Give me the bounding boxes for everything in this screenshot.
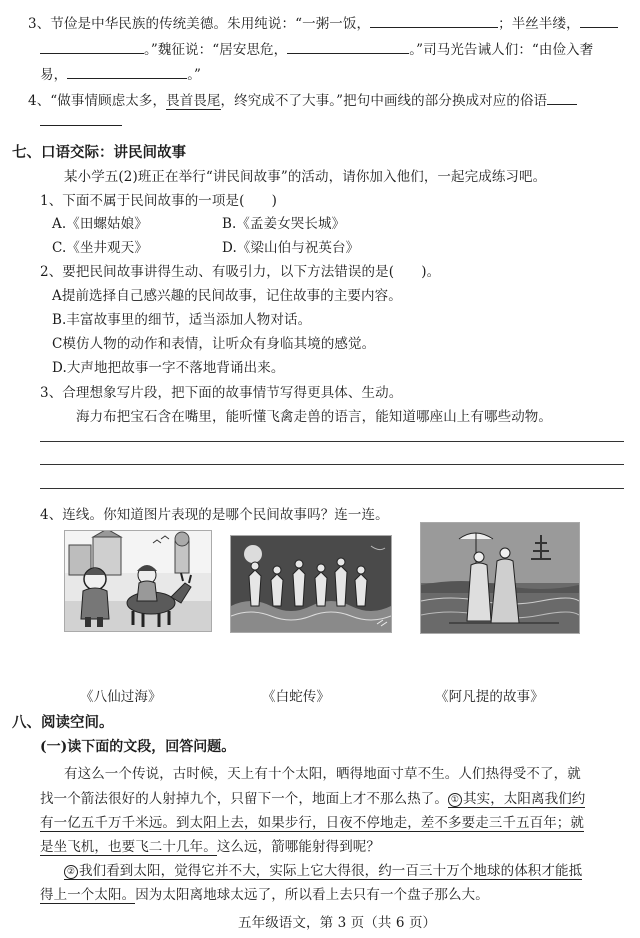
story-label-afanti[interactable]: 《阿凡提的故事》 (435, 689, 544, 705)
answer-blank[interactable] (370, 14, 498, 28)
eight-immortals-drawing (231, 536, 391, 632)
q6-item3-text4: 。”司马光告诫人们：“由俭入奢 (409, 42, 594, 58)
marker-1: ① (448, 793, 462, 807)
passage-text: 我们看到太阳，觉得它并不大，实际上它大得很，约一百三十万个地球的体积才能抵 (79, 863, 583, 879)
q7-1-option-a[interactable]: A.《田螺姑娘》 (52, 216, 148, 232)
answer-blank[interactable] (40, 40, 144, 54)
q7-2-option-a[interactable]: A提前选择自己感兴趣的民间故事，记住故事的主要内容。 (52, 288, 402, 304)
section7-heading: 七、口语交际：讲民间故事 (12, 144, 186, 161)
passage-line: 有这么一个传说，古时候，天上有十个太阳，晒得地面寸草不生。人们热得受不了，就 (64, 766, 581, 782)
q7-4-stem: 4、连线。你知道图片表现的是哪个民间故事吗？连一连。 (40, 507, 389, 523)
passage-line (40, 835, 380, 855)
section8-heading: 八、阅读空间。 (12, 714, 114, 731)
q6-item3-line1 (28, 12, 618, 32)
writing-line[interactable] (40, 488, 624, 489)
underlined-sentence-2-end: 得上一个太阳。 (40, 887, 136, 903)
q7-1-option-b[interactable]: B.《孟姜女哭长城》 (222, 216, 346, 232)
q7-1-stem: 1、下面不属于民间故事的一项是( ) (40, 193, 278, 209)
q6-item4-text1: 4、“做事情顾虑太多， (28, 93, 167, 109)
white-snake-drawing (421, 523, 579, 633)
q6-item4 (28, 89, 577, 109)
answer-blank[interactable] (287, 40, 409, 54)
q7-2-stem: 2、要把民间故事讲得生动、有吸引力，以下方法错误的是( )。 (40, 264, 441, 280)
underlined-phrase: 畏首畏尾 (166, 93, 221, 109)
q7-2-option-d[interactable]: D.大声地把故事一字不落地背诵出来。 (52, 360, 285, 376)
passage-text: 其实，太阳离我们约 (463, 791, 586, 807)
underlined-sentence-1-end: 是坐飞机，也要飞二十几年。 (40, 839, 217, 855)
page-footer: 五年级语文，第 3 页（共 6 页） (238, 915, 437, 931)
q6-item3-text3: 。”魏征说：“居安思危， (144, 42, 288, 58)
section7-intro: 某小学五(2)班正在举行“讲民间故事”的活动，请你加入他们，一起完成练习吧。 (64, 169, 547, 185)
underlined-sentence-1-cont: 有一亿五千万千米远。到太阳上去，如果步行，日夜不停地走，差不多要走三千五百年；就 (40, 815, 584, 831)
q6-item3-text6: 。” (187, 67, 202, 83)
q7-3-passage: 海力布把宝石含在嘴里，能听懂飞禽走兽的语言，能知道哪座山上有哪些动物。 (76, 409, 552, 425)
writing-line[interactable] (40, 464, 624, 465)
answer-blank[interactable] (547, 91, 577, 105)
passage-line (40, 787, 585, 807)
passage-line (40, 811, 584, 831)
story-label-eight-immortals[interactable]: 《八仙过海》 (80, 689, 162, 705)
white-snake-illustration[interactable] (420, 522, 580, 634)
q6-item3-text2: ；半丝半缕， (498, 16, 580, 32)
passage-line (64, 859, 582, 879)
afanti-drawing (65, 531, 211, 631)
underlined-sentence-1 (448, 791, 585, 808)
passage-line (40, 883, 489, 903)
q6-item3-text1: 3、节俭是中华民族的传统美德。朱用纯说：“一粥一饭， (28, 16, 371, 32)
q7-2-option-c[interactable]: C模仿人物的动作和表情，让听众有身临其境的感觉。 (52, 336, 376, 352)
q6-item3-text5: 易， (40, 67, 68, 83)
q6-item3-line3 (40, 63, 201, 83)
passage-text: 因为太阳离地球太远了，所以看上去只有一个盘子那么大。 (135, 887, 489, 903)
q7-1-option-c[interactable]: C.《坐井观天》 (52, 240, 148, 256)
q7-1-option-d[interactable]: D.《梁山伯与祝英台》 (222, 240, 360, 256)
passage-text: 找一个箭法很好的人射掉九个，只留下一个，地面上才不那么热了。 (40, 791, 448, 807)
section8-subheading: (一)读下面的文段，回答问题。 (40, 739, 236, 755)
eight-immortals-illustration[interactable] (230, 535, 392, 633)
answer-line[interactable] (40, 125, 122, 126)
story-label-white-snake[interactable]: 《白蛇传》 (262, 689, 330, 705)
q6-item4-text2: ，终究成不了大事。”把句中画线的部分换成对应的俗语 (220, 93, 548, 109)
q7-2-option-b[interactable]: B.丰富故事里的细节，适当添加人物对话。 (52, 312, 312, 328)
answer-blank[interactable] (67, 65, 187, 79)
answer-blank[interactable] (580, 14, 618, 28)
writing-line[interactable] (40, 441, 624, 442)
q6-item3-line2 (40, 38, 593, 58)
underlined-sentence-2 (64, 863, 582, 880)
q7-3-stem: 3、合理想象写片段，把下面的故事情节写得更具体、生动。 (40, 385, 403, 401)
afanti-illustration[interactable] (64, 530, 212, 632)
marker-2: ② (64, 865, 78, 879)
passage-text: 这么远，箭哪能射得到呢？ (216, 839, 381, 855)
